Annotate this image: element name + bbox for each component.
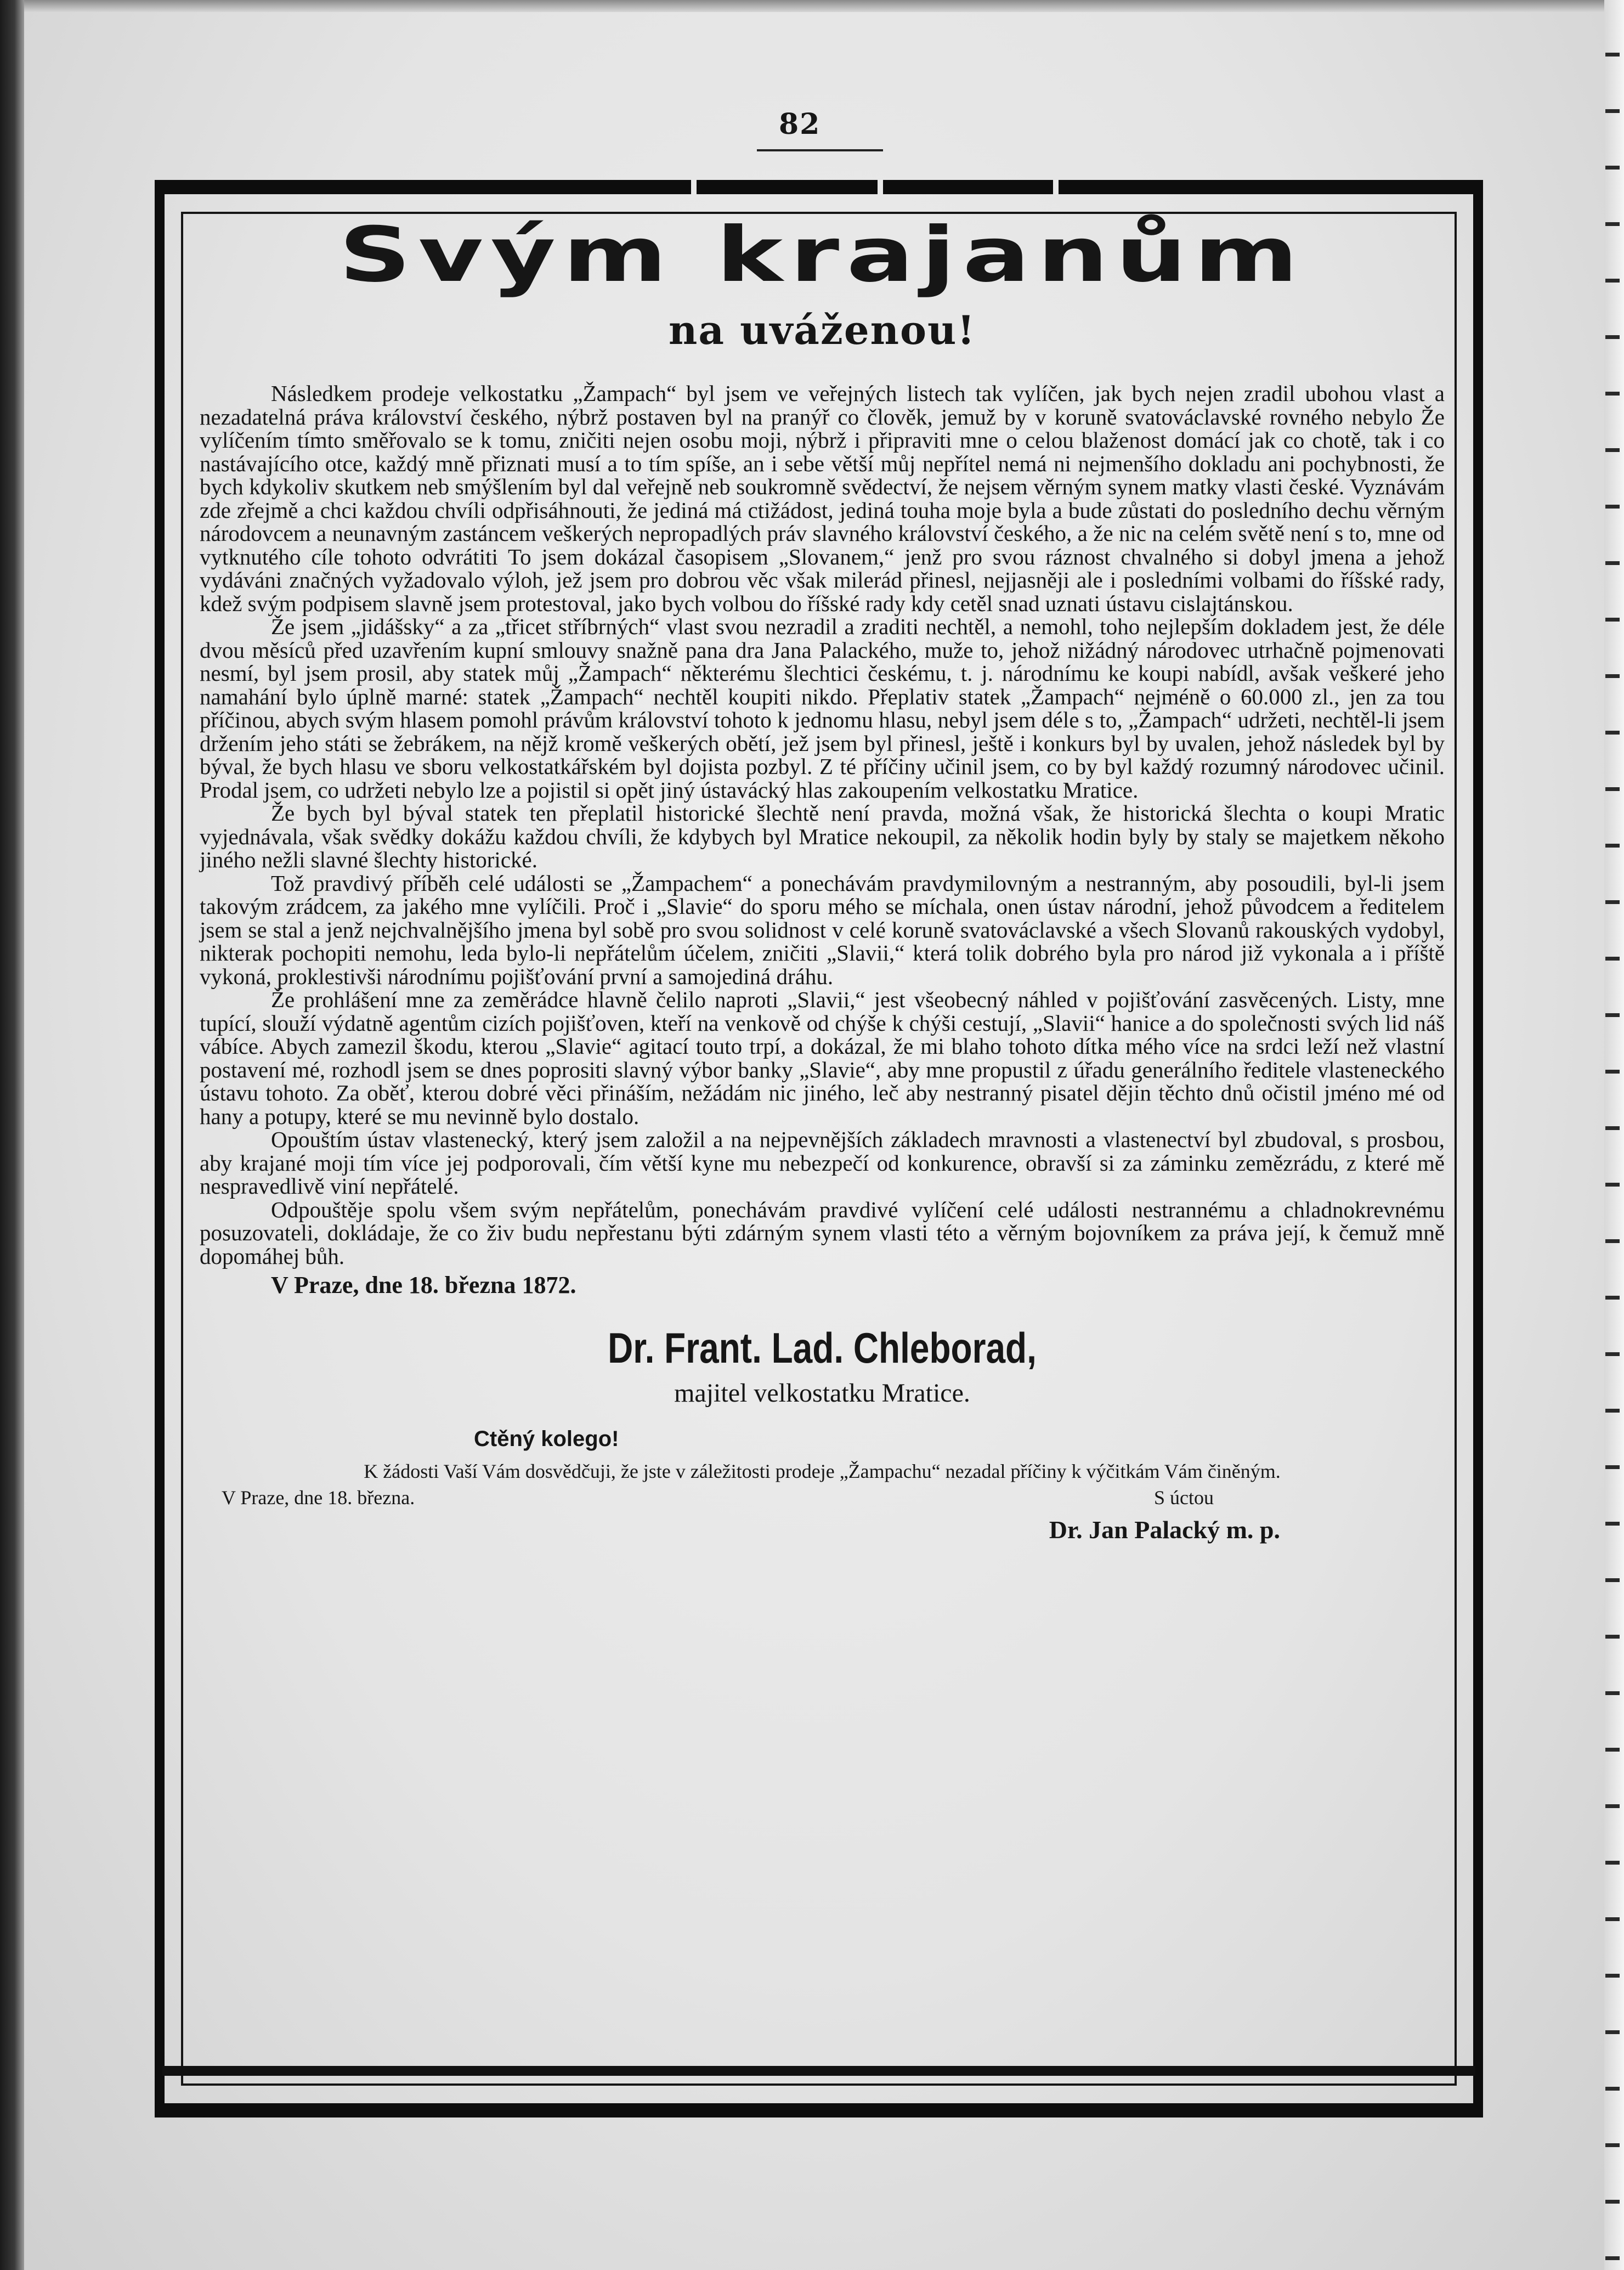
proclamation-content <box>200 208 1445 1545</box>
scan-edge-ruler <box>1605 0 1620 2270</box>
page-number: 82 <box>779 108 821 141</box>
letter-closing: S úctou <box>1154 1487 1214 1509</box>
letter-signature: Dr. Jan Palacký m. p. <box>1049 1516 1280 1544</box>
body-paragraph: Že bych byl býval statek ten přeplatil historické šlechtě není pravda, možná však, že historická šlechta o koupi Mratic vyjednávala, však svědky dokážu každou chvíli, že kdybych byl Mratice nekoupil, za několik hodin byly by staly se majetkem někoho jiného nežli slavné šlechty historické. <box>200 800 1445 872</box>
letter-salutation: Ctěný kolego! <box>474 1427 619 1451</box>
body-paragraph: Opouštím ústav vlastenecký, který jsem založil a na nejpevnějších základech mravnosti a vlastenectví byl zbudoval, s prosbou, aby krajané moji tím více jej podporovali, čím větší kyne mu nebezpečí od konkurence, obravší si za záminku zemězrádu, z které mě nespravedlivě viní nepřátelé. <box>200 1127 1445 1199</box>
border-gap <box>1053 180 1059 194</box>
letter-footer-row <box>200 1486 1445 1515</box>
scan-top-edge <box>0 0 1624 12</box>
headline: Svým krajanům <box>339 211 1305 299</box>
date-line: V Praze, dne 18. března 1872. <box>271 1272 576 1298</box>
body-paragraph: Že prohlášení mne za zeměrádce hlavně čelilo naproti „Slavii,“ jest všeobecný náhled v pojišťování zasvěcených. Listy, mne tupící, slouží výdatně agentům cizích pojišťoven, kteří na venkově od chýše k chýši cestují, „Slavii“ hanice a do společnosti svých lid náš vábíce. Abych zamezil škodu, kterou „Slavie“ agitací touto trpí, a dokázal, že mi blaho tohoto dítka mého více na srdci leží než vlastní postavení mé, rozhodl jsem se dnes poprositi slavný výbor banky „Slavie“, aby mne propustil z úřadu generálního ředitele vlasteneckého ústavu tohoto. Za oběť, kterou dobré věci přináším, nežádám nic jiného, leč aby nestranný pisatel dějin těchto dnů očistil jméno mé od hany a potupy, které se mu nevinně bylo dostalo. <box>200 987 1445 1129</box>
body-paragraph: Následkem prodeje velkostatku „Žampach“ byl jsem ve veřejných listech tak vylíčen, jak bych nejen zradil ubohou vlast a nezadatelná práva království českého, nýbrž postaven byl na pranýř co člověk, jemuž by v koruně svatováclavské rovného nebylo Že vylíčením tímto směřovalo se k tomu, zničiti nejen osobu moji, nýbrž i připraviti mne o celou blaženost domácí jak co chotě, tak i co nastávajícího otce, každý mně přiznati musí a to tím spíše, an i sebe větší můj nepřítel nemá ni nejmenšího dokladu ani pochybnosti, že bych kdykoliv skutkem neb smýšlením byl dal veřejně neb soukromně svědectví, že nejsem věrným synem matky vlasti české. Vyznávám zde zřejmě a chci každou chvíli odpřisáhnouti, že jediná má ctižádost, jediná touha moje byla a bude zůstati do posledního dechu věrným národovcem a neunavným zastáncem veškerých nepropadlých práv slavného království českého, a že nic na celém světě není s to, mne od vytknutého cíle tohoto odvrátiti To jsem dokázal časopisem „Slovanem,“ jenž pro svou ráznost chvalného si dobyl jmena a jehož vydáváni značných vyžadovalo výloh, jež jsem pro dobrou věc však milerád přinesl, nejjasněji ale i posledními volbami do říšské rady, kdež svým podpisem slavně jsem protestoval, jako bych volbou do říšské rady kdy cetěl snad uznati ústavu cislajtánskou. <box>200 381 1445 616</box>
scan-left-edge <box>0 0 24 2270</box>
letter-place-date: V Praze, dne 18. března. <box>222 1487 415 1509</box>
border-gap <box>878 180 883 194</box>
author-title: majitel velkostatku Mratice. <box>674 1379 970 1408</box>
bottom-border-double-rule <box>162 2066 1475 2076</box>
page-number-rule <box>757 149 883 151</box>
body-paragraph: Tož pravdivý příběh celé události se „Žampachem“ a ponechávám pravdymilovným a nestranným, aby posoudili, byl-li jsem takovým zrádcem, za jakého mne vylíčili. Proč i „Slavie“ do sporu mého se míchala, onen ústav národní, jehož původcem a ředitelem jsem se stal a jenž nejchvalnějšího jmena byl sobě pro svou solidnost v celé koruně svatováclavské a všech Slovanů rakouských vydobyl, nikterak pochopiti nemohu, leda bylo-li nepřátelům účelem, zničiti „Slavii,“ která tolik dobrého byla pro národ již vykonala a i příště vykoná, proklestivši národnímu pojišťování první a samojediná dráhu. <box>200 870 1445 989</box>
border-gap <box>691 180 697 194</box>
letter-body: K žádosti Vaší Vám dosvědčuji, že jste v záležitosti prodeje „Žampachu“ nezadal příčiny k výčitkám Vám činěným. <box>364 1460 1281 1482</box>
author-signature: Dr. Frant. Lad. Chleborad, <box>608 1324 1037 1372</box>
body-paragraph: Že jsem „jidášsky“ a za „třicet stříbrných“ vlast svou nezradil a zraditi nechtěl, a nemohl, toho nejlepším dokladem jest, že déle dvou měsíců před uzavřením kupní smlouvy snažně pana dra Jana Palackého, muže to, jehož nižádný národovec utrhačně pojmenovati nesmí, byl jsem prosil, aby statek můj „Žampach“ některému šlechtici českému, t. j. národnímu ke koupi nabídl, avšak veškeré jeho namahání bylo úplně marné: statek „Žampach“ nechtěl koupiti nikdo. Přeplativ statek „Žampach“ nejméně o 60.000 zl., jen za tou příčinou, abych svým hlasem pomohl právům království tohoto k jednomu hlasu, nebyl jsem déle s to, „Žampach“ udržeti, nechtěl-li jsem držením jeho státi se žebrákem, na nějž kromě veškerých obětí, jež jsem byl přinesl, ještě i konkurs byl by uvalen, jehož následek byl by býval, že bych hlasu ve sboru velkostatkářském byl dojista pozbyl. Z té příčiny učinil jsem, co by byl každý rozumný národovec učinil. Prodal jsem, co udržeti nebylo lze a pojistil si opět jiný ústavácký hlas zakoupením velkostatku Mratice. <box>200 614 1445 803</box>
body-paragraph: Odpouštěje spolu všem svým nepřátelům, ponechávám pravdivé vylíčení celé události nestrannému a chladnokrevnému posuzovateli, dokládaje, že co živ budu nepřestanu býti zdárným synem vlasti této a věrným bojovníkem za práva její, k čemuž mně dopomáhej bůh. <box>200 1196 1445 1269</box>
subheadline: na uváženou! <box>669 307 976 353</box>
